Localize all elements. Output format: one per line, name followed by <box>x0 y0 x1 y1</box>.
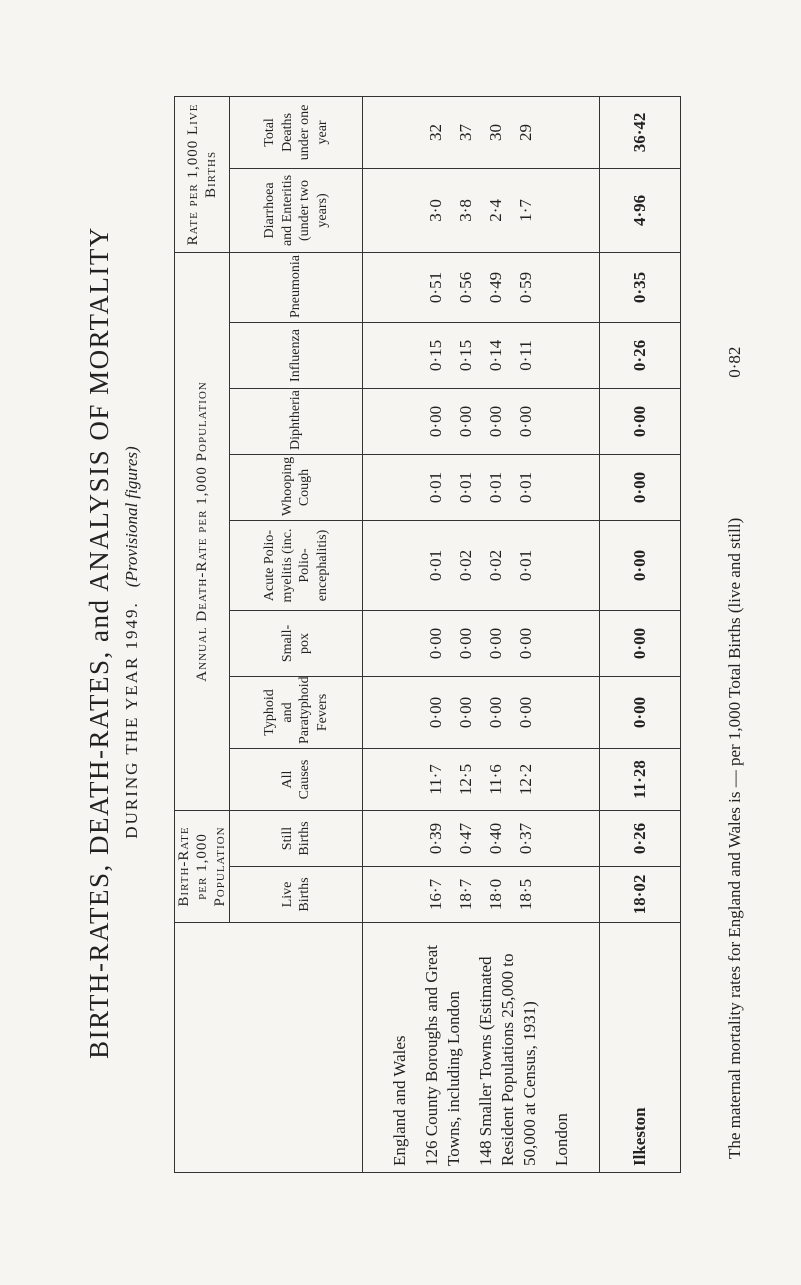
value: 0·00 <box>516 405 535 438</box>
value: 0·26 <box>600 811 681 867</box>
still-births-cell <box>363 811 600 867</box>
whooping-cough-cell <box>363 455 600 521</box>
value: 0·01 <box>426 549 445 582</box>
row-label: 148 Smaller Towns (Estimated Resident Populations 25,000 to 50,000 at Census, 1931) <box>475 953 540 1166</box>
col-influenza: Influenza <box>230 323 363 389</box>
col-diphtheria: Diphtheria <box>230 389 363 455</box>
value: 37 <box>456 123 475 141</box>
total-deaths-cell <box>363 96 600 168</box>
value: 36·42 <box>600 96 681 168</box>
value: 0·15 <box>456 339 475 372</box>
value: 0·00 <box>600 677 681 749</box>
footnote <box>725 119 745 1159</box>
value: 3·0 <box>426 199 445 222</box>
value: 0·39 <box>426 822 445 855</box>
col-typhoid: Typhoid and Paratyphoid Fevers <box>230 677 363 749</box>
value: 0·40 <box>486 822 505 855</box>
row-label: England and Wales <box>389 1035 409 1166</box>
col-acute-polio: Acute Polio-myelitis (inc. Polio-encephalitis) <box>230 521 363 611</box>
value: 18·7 <box>456 878 475 911</box>
value: 32 <box>426 123 445 141</box>
footnote-text: The maternal mortality rates for England and Wales is — per 1,000 Total Births (live and still) <box>725 517 744 1159</box>
rate-per-births-group-header: Rate per 1,000 Live Births <box>175 96 230 252</box>
value: 0·26 <box>600 323 681 389</box>
value: 4·96 <box>600 168 681 252</box>
value: 0·00 <box>426 627 445 660</box>
value: 0·00 <box>516 627 535 660</box>
value: 0·14 <box>486 339 505 372</box>
value: 3·8 <box>456 199 475 222</box>
value: 0·00 <box>426 405 445 438</box>
value: 0·37 <box>516 822 535 855</box>
value: 0·00 <box>486 627 505 660</box>
value: 11·7 <box>426 764 445 795</box>
value: 18·5 <box>516 878 535 911</box>
row-label-ilkeston: Ilkeston <box>600 923 681 1173</box>
pneumonia-cell <box>363 252 600 322</box>
mortality-table <box>174 96 681 1173</box>
corner-cell <box>175 923 363 1173</box>
col-live-births: Live Births <box>230 867 363 923</box>
col-whooping-cough: Whooping Cough <box>230 455 363 521</box>
value: 0·01 <box>426 471 445 504</box>
col-still-births: Still Births <box>230 811 363 867</box>
diarrhoea-cell <box>363 168 600 252</box>
value: 30 <box>486 123 505 141</box>
polio-cell <box>363 521 600 611</box>
year-line: DURING THE YEAR 1949. <box>122 601 141 839</box>
value: 18·02 <box>600 867 681 923</box>
col-pneumonia: Pneumonia <box>230 252 363 322</box>
value: 11·6 <box>486 764 505 795</box>
value: 12·2 <box>516 763 535 796</box>
value: 0·15 <box>426 339 445 372</box>
live-births-cell <box>363 867 600 923</box>
value: 11·28 <box>600 749 681 811</box>
row-label: London <box>552 1113 572 1166</box>
col-smallpox: Small-pox <box>230 611 363 677</box>
provisional-note: (Provisional figures) <box>122 446 141 588</box>
col-diarrhoea: Diarrhoea and Enteritis (under two years) <box>230 168 363 252</box>
typhoid-cell <box>363 677 600 749</box>
value: 0·00 <box>600 521 681 611</box>
birth-rate-group-header: Birth-Rate per 1,000 Population <box>175 811 230 923</box>
value: 0·56 <box>456 271 475 304</box>
diphtheria-cell <box>363 389 600 455</box>
value: 0·35 <box>600 252 681 322</box>
value: 0·00 <box>456 405 475 438</box>
page-subtitle <box>122 0 142 1285</box>
table-row-ilkeston <box>600 96 681 1172</box>
col-all-causes: All Causes <box>230 749 363 811</box>
value: 0·00 <box>486 696 505 729</box>
value: 0·49 <box>486 271 505 304</box>
value: 0·00 <box>516 696 535 729</box>
page-title: BIRTH-RATES, DEATH-RATES, and ANALYSIS OF MORTALITY <box>84 226 114 1059</box>
value: 16·7 <box>426 878 445 911</box>
value: 0·02 <box>486 549 505 582</box>
value: 0·02 <box>456 549 475 582</box>
value: 18·0 <box>486 878 505 911</box>
value: 1·7 <box>516 199 535 222</box>
row-label: 126 County Boroughs and Great Towns, including London <box>421 945 463 1166</box>
value: 2·4 <box>486 199 505 222</box>
value: 0·00 <box>426 696 445 729</box>
value: 29 <box>516 123 535 141</box>
value: 0·47 <box>456 822 475 855</box>
smallpox-cell <box>363 611 600 677</box>
value: 0·00 <box>486 405 505 438</box>
value: 0·00 <box>600 389 681 455</box>
value: 0·59 <box>516 271 535 304</box>
value: 0·00 <box>600 455 681 521</box>
value: 0·01 <box>456 471 475 504</box>
value: 12·5 <box>456 763 475 796</box>
value: 0·51 <box>426 271 445 304</box>
influenza-cell <box>363 323 600 389</box>
value: 0·00 <box>456 627 475 660</box>
col-total-deaths: Total Deaths under one year <box>230 96 363 168</box>
row-labels-cell <box>363 923 600 1173</box>
value: 0·01 <box>486 471 505 504</box>
all-causes-cell <box>363 749 600 811</box>
value: 0·11 <box>516 340 535 371</box>
value: 0·00 <box>600 611 681 677</box>
value: 0·00 <box>456 696 475 729</box>
value: 0·01 <box>516 549 535 582</box>
value: 0·01 <box>516 471 535 504</box>
death-rate-group-header: Annual Death-Rate per 1,000 Population <box>175 252 230 810</box>
footnote-value: 0·82 <box>725 346 744 378</box>
